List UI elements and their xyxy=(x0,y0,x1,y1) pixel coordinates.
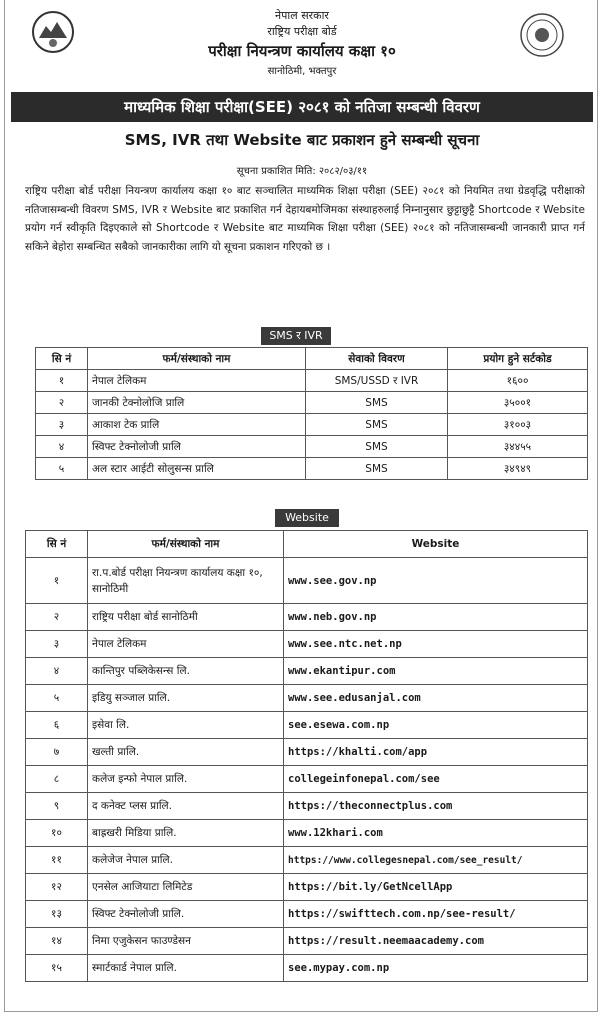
table-row xyxy=(26,793,588,820)
cell-firm: राष्ट्रिय परीक्षा बोर्ड सानोठिमी xyxy=(88,604,284,631)
table-row xyxy=(26,955,588,982)
col-header-shortcode: प्रयोग हुने सर्टकोड xyxy=(448,348,588,370)
cell-website-link[interactable]: https://khalti.com/app xyxy=(284,739,588,766)
table-row xyxy=(36,414,588,436)
notice-subtitle: SMS, IVR तथा Website बाट प्रकाशन हुने सम्बन्धी सूचना xyxy=(124,131,480,149)
cell-firm: खल्ती प्रालि. xyxy=(88,739,284,766)
table-row xyxy=(26,558,588,604)
cell-sn: ५ xyxy=(26,685,88,712)
cell-sn: ७ xyxy=(26,739,88,766)
cell-sn: ४ xyxy=(36,436,88,458)
cell-shortcode: ३५००१ xyxy=(448,392,588,414)
cell-website-link[interactable]: https://www.collegesnepal.com/see_result/ xyxy=(284,847,588,874)
cell-sn: २ xyxy=(36,392,88,414)
table-row xyxy=(26,766,588,793)
cell-sn: १२ xyxy=(26,874,88,901)
cell-website-link[interactable]: see.mypay.com.np xyxy=(284,955,588,982)
cell-website-link[interactable]: https://theconnectplus.com xyxy=(284,793,588,820)
cell-shortcode: ३४९४९ xyxy=(448,458,588,480)
cell-service: SMS xyxy=(306,436,448,458)
notice-page xyxy=(4,0,598,1012)
col-header-service: सेवाको विवरण xyxy=(306,348,448,370)
notice-title: माध्यमिक शिक्षा परीक्षा(SEE) २०८१ को नतिजा सम्बन्धी विवरण xyxy=(11,92,593,122)
header-office: परीक्षा नियन्त्रण कार्यालय कक्षा १० xyxy=(208,42,396,60)
table-row xyxy=(26,712,588,739)
table-row xyxy=(26,901,588,928)
cell-shortcode: ३१००३ xyxy=(448,414,588,436)
cell-website-link[interactable]: https://bit.ly/GetNcellApp xyxy=(284,874,588,901)
cell-website-link[interactable]: www.see.ntc.net.np xyxy=(284,631,588,658)
cell-firm: कान्तिपुर पब्लिकेसन्स लि. xyxy=(88,658,284,685)
sms-section-label: SMS र IVR xyxy=(261,327,331,345)
cell-firm: अल स्टार आईटी सोलुसन्स प्रालि xyxy=(88,458,306,480)
cell-service: SMS/USSD र IVR xyxy=(306,370,448,392)
cell-website-link[interactable]: www.neb.gov.np xyxy=(284,604,588,631)
cell-sn: ८ xyxy=(26,766,88,793)
website-table xyxy=(25,530,588,982)
cell-firm: स्विफ्ट टेक्नोलोजी प्रालि xyxy=(88,436,306,458)
cell-firm: कलेजेज नेपाल प्रालि. xyxy=(88,847,284,874)
table-header-row xyxy=(26,531,588,558)
table-row xyxy=(26,685,588,712)
notice-body: राष्ट्रिय परीक्षा बोर्ड परीक्षा नियन्त्रण कार्यालय कक्षा १० बाट सञ्चालित माध्यमिक शिक्षा परीक्षा (SEE) २०८१ को नियमित तथा ग्रेडवृद्धि परीक्षाको नतिजासम्बन्धी विवरण SMS, IVR र Website बाट प्रकाशित गर्न देहायबमोजिमका संस्थाहरुलाई निम्नानुसार छुट्टाछुट्टै Shortcode र Website प्रयोग गर्न स्वीकृति दिइएकाले सो Shortcode र Website बाट माध्यमिक शिक्षा परीक्षा (SEE) २०८१ को नतिजासम्बन्धी जानकारी प्राप्त गर्न सकिने बेहोरा सम्बन्धित सबैको जानकारीका लागि यो सूचना प्रकाशन गरिएको छ । xyxy=(25,185,585,253)
table-row xyxy=(26,820,588,847)
cell-sn: ५ xyxy=(36,458,88,480)
table-row xyxy=(26,658,588,685)
cell-service: SMS xyxy=(306,458,448,480)
cell-sn: ११ xyxy=(26,847,88,874)
cell-sn: ६ xyxy=(26,712,88,739)
cell-sn: १३ xyxy=(26,901,88,928)
header-government: नेपाल सरकार xyxy=(275,9,329,22)
table-row xyxy=(26,928,588,955)
cell-sn: ९ xyxy=(26,793,88,820)
cell-sn: १ xyxy=(36,370,88,392)
cell-firm: कलेज इन्फो नेपाल प्रालि. xyxy=(88,766,284,793)
cell-sn: ४ xyxy=(26,658,88,685)
table-row xyxy=(36,392,588,414)
col-header-firm: फर्म/संस्थाको नाम xyxy=(88,348,306,370)
table-row xyxy=(36,370,588,392)
cell-firm: रा.प.बोर्ड परीक्षा नियन्त्रण कार्यालय कक्षा १०, सानोठिमी xyxy=(88,558,284,604)
cell-website-link[interactable]: www.see.gov.np xyxy=(284,558,588,604)
col-header-sn: सि नं xyxy=(26,531,88,558)
cell-firm: इडियु सञ्जाल प्रालि. xyxy=(88,685,284,712)
cell-website-link[interactable]: www.12khari.com xyxy=(284,820,588,847)
cell-firm: जानकी टेक्नोलोजि प्रालि xyxy=(88,392,306,414)
table-row xyxy=(26,847,588,874)
cell-firm: स्विफ्ट टेक्नोलोजी प्रालि. xyxy=(88,901,284,928)
publish-date: सूचना प्रकाशित मिति: २०८२/०३/११ xyxy=(236,166,368,177)
cell-sn: ३ xyxy=(26,631,88,658)
cell-shortcode: १६०० xyxy=(448,370,588,392)
cell-firm: नेपाल टेलिकम xyxy=(88,370,306,392)
cell-website-link[interactable]: collegeinfonepal.com/see xyxy=(284,766,588,793)
cell-website-link[interactable]: https://swifttech.com.np/see-result/ xyxy=(284,901,588,928)
website-section-label: Website xyxy=(275,509,339,527)
cell-shortcode: ३४४५५ xyxy=(448,436,588,458)
cell-website-link[interactable]: www.see.edusanjal.com xyxy=(284,685,588,712)
cell-firm: बाह्रखरी मिडिया प्रालि. xyxy=(88,820,284,847)
header-board: राष्ट्रिय परीक्षा बोर्ड xyxy=(267,25,337,38)
table-row xyxy=(26,604,588,631)
sms-table xyxy=(35,347,588,480)
col-header-firm: फर्म/संस्थाको नाम xyxy=(88,531,284,558)
col-header-website: Website xyxy=(284,531,588,558)
cell-service: SMS xyxy=(306,414,448,436)
cell-service: SMS xyxy=(306,392,448,414)
cell-sn: १५ xyxy=(26,955,88,982)
cell-website-link[interactable]: www.ekantipur.com xyxy=(284,658,588,685)
table-header-row xyxy=(36,348,588,370)
cell-sn: १० xyxy=(26,820,88,847)
cell-firm: नेपाल टेलिकम xyxy=(88,631,284,658)
cell-firm: एनसेल आजियाटा लिमिटेड xyxy=(88,874,284,901)
cell-firm: आकाश टेक प्रालि xyxy=(88,414,306,436)
cell-sn: १४ xyxy=(26,928,88,955)
cell-firm: इसेवा लि. xyxy=(88,712,284,739)
cell-website-link[interactable]: see.esewa.com.np xyxy=(284,712,588,739)
cell-firm: निमा एजुकेसन फाउण्डेसन xyxy=(88,928,284,955)
table-row xyxy=(36,458,588,480)
table-row xyxy=(26,739,588,766)
table-row xyxy=(26,874,588,901)
header-location: सानोठिमी, भक्तपुर xyxy=(267,66,337,77)
cell-website-link[interactable]: https://result.neemaacademy.com xyxy=(284,928,588,955)
cell-sn: ३ xyxy=(36,414,88,436)
cell-sn: २ xyxy=(26,604,88,631)
table-row xyxy=(26,631,588,658)
cell-firm: स्मार्टकार्ड नेपाल प्रालि. xyxy=(88,955,284,982)
col-header-sn: सि नं xyxy=(36,348,88,370)
table-row xyxy=(36,436,588,458)
cell-firm: द कनेक्ट प्लस प्रालि. xyxy=(88,793,284,820)
cell-sn: १ xyxy=(26,558,88,604)
